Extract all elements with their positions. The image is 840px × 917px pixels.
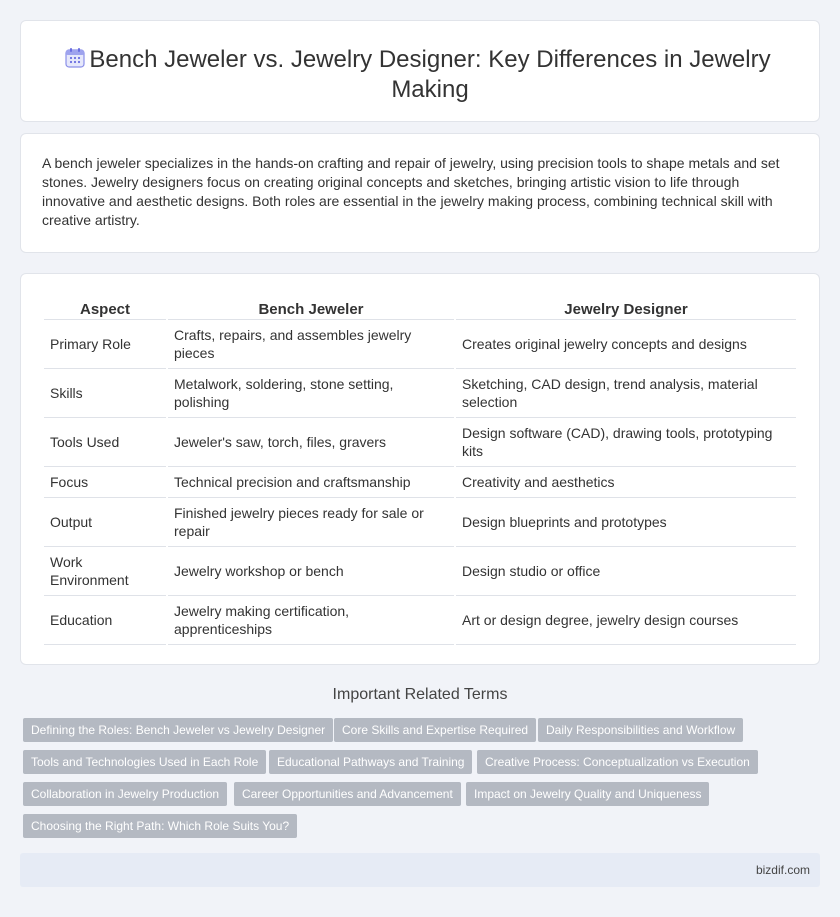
- row-bench-jeweler: Metalwork, soldering, stone setting, polishing: [168, 369, 454, 418]
- table-header-row: [44, 294, 796, 320]
- table-row: [44, 498, 796, 547]
- table-row: [44, 418, 796, 467]
- row-jewelry-designer: Sketching, CAD design, trend analysis, material selection: [456, 369, 796, 418]
- row-jewelry-designer: Creates original jewelry concepts and designs: [456, 320, 796, 369]
- related-term-tag[interactable]: Tools and Technologies Used in Each Role: [23, 750, 266, 774]
- related-term-tag[interactable]: Impact on Jewelry Quality and Uniqueness: [466, 782, 709, 806]
- row-jewelry-designer: Design software (CAD), drawing tools, prototyping kits: [456, 418, 796, 467]
- row-bench-jeweler: Jewelry making certification, apprenticeships: [168, 596, 454, 645]
- related-term-tag[interactable]: Career Opportunities and Advancement: [234, 782, 461, 806]
- row-bench-jeweler: Jeweler's saw, torch, files, gravers: [168, 418, 454, 467]
- header-aspect: Aspect: [44, 294, 166, 320]
- comparison-card: [20, 273, 820, 665]
- row-jewelry-designer: Design blueprints and prototypes: [456, 498, 796, 547]
- intro-paragraph: A bench jeweler specializes in the hands-on crafting and repair of jewelry, using precision tools to shape metals and set stones. Jewelry designers focus on creating original concepts and sketches, bringing artistic vision to life through innovative and aesthetic designs. Both roles are essential in the jewelry making process, combining technical skill with creative artistry.: [42, 155, 780, 228]
- row-bench-jeweler: Crafts, repairs, and assembles jewelry pieces: [168, 320, 454, 369]
- header-jewelry-designer: Jewelry Designer: [456, 294, 796, 320]
- row-aspect: Skills: [44, 369, 166, 418]
- footer: [20, 853, 820, 887]
- row-jewelry-designer: Creativity and aesthetics: [456, 467, 796, 498]
- related-term-tag[interactable]: Core Skills and Expertise Required: [334, 718, 536, 742]
- row-bench-jeweler: Finished jewelry pieces ready for sale or repair: [168, 498, 454, 547]
- row-aspect: Education: [44, 596, 166, 645]
- footer-site-link[interactable]: bizdif.com: [755, 863, 810, 877]
- intro-card: [20, 133, 820, 253]
- row-bench-jeweler: Technical precision and craftsmanship: [168, 467, 454, 498]
- row-aspect: Output: [44, 498, 166, 547]
- related-term-tag[interactable]: Collaboration in Jewelry Production: [23, 782, 227, 806]
- row-bench-jeweler: Jewelry workshop or bench: [168, 547, 454, 596]
- row-aspect: Work Environment: [44, 547, 166, 596]
- header-card: [20, 20, 820, 122]
- row-aspect: Primary Role: [44, 320, 166, 369]
- comparison-table: [42, 294, 798, 645]
- related-terms-title: Important Related Terms: [332, 686, 508, 703]
- table-row: [44, 596, 796, 645]
- related-term-tag[interactable]: Daily Responsibilities and Workflow: [538, 718, 743, 742]
- table-row: [44, 369, 796, 418]
- related-term-tag[interactable]: Defining the Roles: Bench Jeweler vs Jewelry Designer: [23, 718, 333, 742]
- table-row: [44, 547, 796, 596]
- row-jewelry-designer: Design studio or office: [456, 547, 796, 596]
- row-jewelry-designer: Art or design degree, jewelry design courses: [456, 596, 796, 645]
- related-term-tag[interactable]: Choosing the Right Path: Which Role Suits You?: [23, 814, 297, 838]
- related-term-tag[interactable]: Educational Pathways and Training: [269, 750, 472, 774]
- page-title: Bench Jeweler vs. Jewelry Designer: Key Differences in Jewelry Making: [89, 46, 771, 103]
- header-bench-jeweler: Bench Jeweler: [168, 294, 454, 320]
- row-aspect: Focus: [44, 467, 166, 498]
- row-aspect: Tools Used: [44, 418, 166, 467]
- related-term-tag[interactable]: Creative Process: Conceptualization vs Execution: [477, 750, 758, 774]
- table-row: [44, 467, 796, 498]
- table-row: [44, 320, 796, 369]
